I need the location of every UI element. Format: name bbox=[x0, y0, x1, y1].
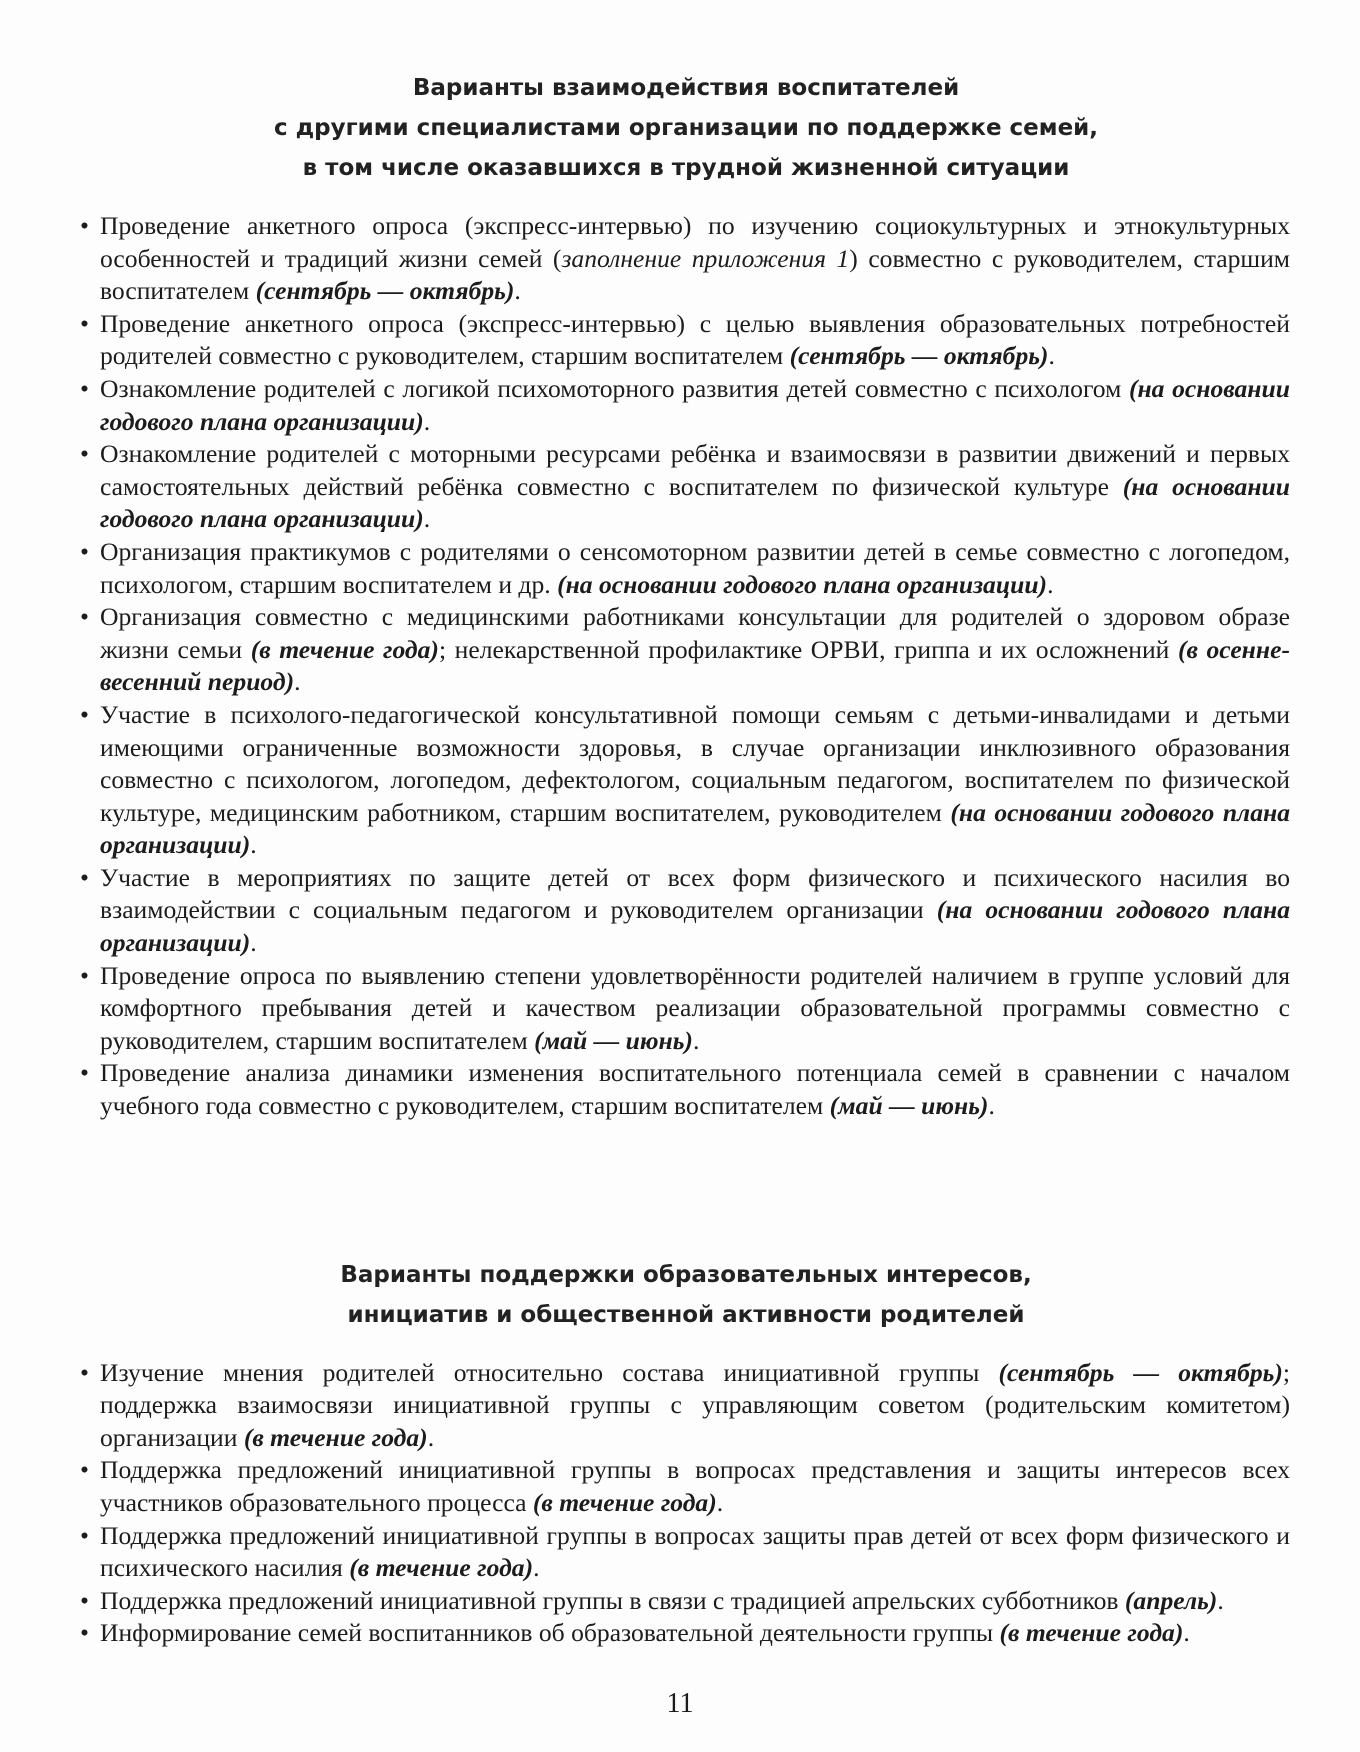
section2-list bbox=[82, 1357, 1290, 1650]
list-item: • Участие в мероприятиях по защите детей от всех форм физического и психического насилия во взаимодействии с социальным педагогом и руководителем организации (на основании годового плана организации). bbox=[82, 862, 1290, 960]
section2-title bbox=[82, 1255, 1290, 1335]
list-item: • Проведение анализа динамики изменения воспитательного потенциала семей в сравнении с началом учебного года совместно с руководителем, старшим воспитателем (май — июнь). bbox=[82, 1057, 1290, 1122]
list-item: • Проведение анкетного опроса (экспресс-интервью) с целью выявления образовательных потребностей родителей совместно с руководителем, старшим воспитателем (сентябрь — октябрь). bbox=[82, 308, 1290, 373]
section1-list bbox=[82, 210, 1290, 1123]
list-item: • Проведение анкетного опроса (экспресс-интервью) по изучению социокультурных и этнокультурных особенностей и традиций жизни семей (заполнение приложения 1) совместно с руководителем, старшим воспитателем (сентябрь — октябрь). bbox=[82, 210, 1290, 308]
list-item: • Организация практикумов с родителями о сенсомоторном развитии детей в семье совместно с логопедом, психологом, старшим воспитателем и др. (на основании годового плана организации). bbox=[82, 536, 1290, 601]
section1-title-line: в том числе оказавшихся в трудной жизненной ситуации bbox=[302, 155, 1070, 181]
list-item: • Информирование семей воспитанников об образовательной деятельности группы (в течение года). bbox=[82, 1617, 1290, 1650]
section2-title-line: Варианты поддержки образовательных интересов, bbox=[340, 1261, 1032, 1288]
section1-title-line: Варианты взаимодействия воспитателей bbox=[412, 75, 960, 101]
section1-title bbox=[82, 68, 1290, 188]
list-item: • Проведение опроса по выявлению степени удовлетворённости родителей наличием в группе условий для комфортного пребывания детей и качеством реализации образовательной программы совместно с руководителем, старшим воспитателем (май — июнь). bbox=[82, 960, 1290, 1058]
list-item: • Поддержка предложений инициативной группы в вопросах защиты прав детей от всех форм физического и психического насилия (в течение года). bbox=[82, 1520, 1290, 1585]
list-item: • Ознакомление родителей с моторными ресурсами ребёнка и взаимосвязи в развитии движений и первых самостоятельных действий ребёнка совместно с воспитателем по физической культуре (на основании годового плана организации). bbox=[82, 438, 1290, 536]
section2-title-line: инициатив и общественной активности родителей bbox=[347, 1301, 1025, 1328]
page-number: 11 bbox=[666, 1688, 694, 1719]
list-item: • Организация совместно с медицинскими работниками консультации для родителей о здоровом образе жизни семьи (в течение года); нелекарственной профилактике ОРВИ, гриппа и их осложнений (в осенне-весенний период). bbox=[82, 601, 1290, 699]
list-item: • Ознакомление родителей с логикой психомоторного развития детей совместно с психологом (на основании годового плана организации). bbox=[82, 373, 1290, 438]
section1-title-line: с другими специалистами организации по поддержке семей, bbox=[273, 115, 1099, 141]
section2 bbox=[82, 1255, 1290, 1650]
list-item: • Изучение мнения родителей относительно состава инициативной группы (сентябрь — октябрь); поддержка взаимосвязи инициативной группы с управляющим советом (родительским комитетом) организации (в течение года). bbox=[82, 1357, 1290, 1455]
list-item: • Поддержка предложений инициативной группы в связи с традицией апрельских субботников (апрель). bbox=[82, 1585, 1290, 1618]
list-item: • Участие в психолого-педагогической консультативной помощи семьям с детьми-инвалидами и детьми имеющими ограниченные возможности здоровья, в случае организации инклюзивного образования совместно с психологом, логопедом, дефектологом, социальным педагогом, воспитателем по физической культуре, медицинским работником, старшим воспитателем, руководителем (на основании годового плана организации). bbox=[82, 699, 1290, 862]
list-item: • Поддержка предложений инициативной группы в вопросах представления и защиты интересов всех участников образовательного процесса (в течение года). bbox=[82, 1454, 1290, 1519]
